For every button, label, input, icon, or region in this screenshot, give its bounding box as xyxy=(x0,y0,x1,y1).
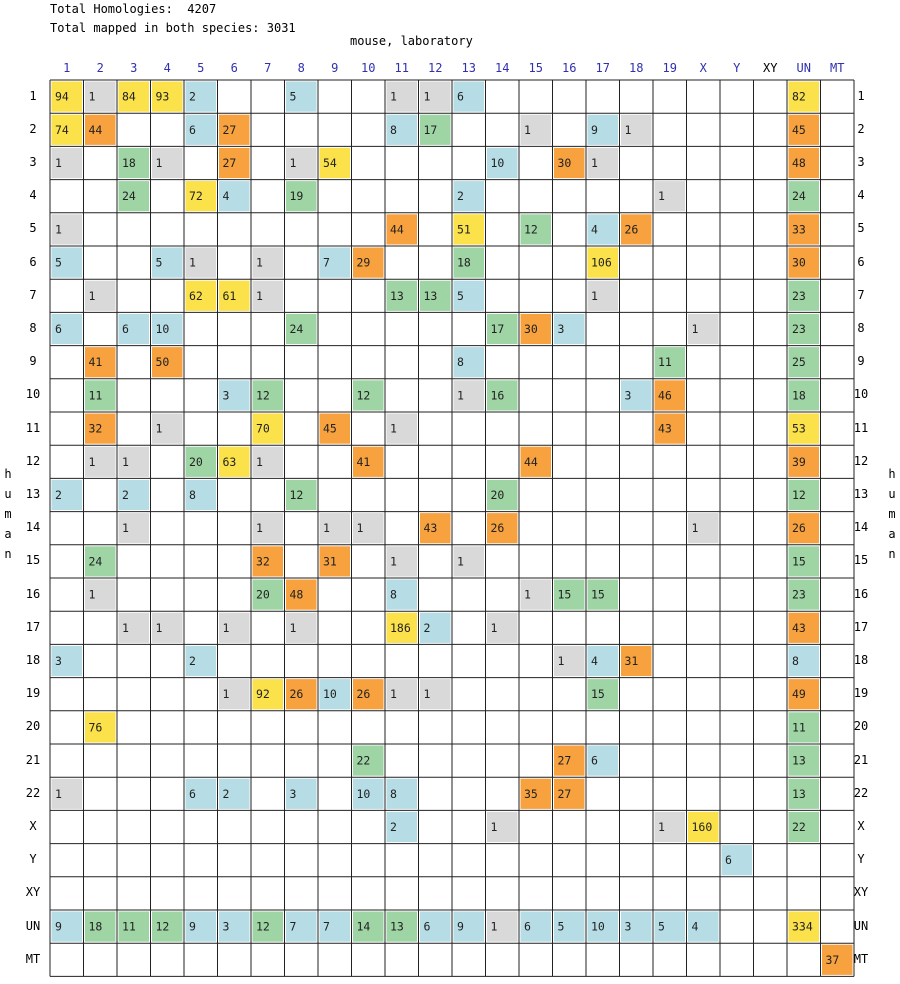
row-header-left-1: 1 xyxy=(29,88,37,103)
column-header-11: 11 xyxy=(394,61,409,75)
column-header-1: 1 xyxy=(63,61,71,75)
row-header-right-x: X xyxy=(857,819,865,833)
cell-value-3-8: 1 xyxy=(289,156,297,170)
row-header-right-3: 3 xyxy=(857,155,865,169)
cell-value-19-12: 1 xyxy=(423,687,431,702)
cell-value-15-7: 32 xyxy=(256,554,270,569)
cell-value-10-13: 1 xyxy=(457,388,464,403)
cell-value-un-15: 6 xyxy=(524,919,531,934)
row-header-left-3: 3 xyxy=(29,155,37,169)
cell-value-19-8: 26 xyxy=(289,687,304,702)
cell-value-14-12: 43 xyxy=(423,521,438,536)
row-header-right-y: Y xyxy=(857,852,865,867)
cell-value-13-14: 20 xyxy=(490,488,505,502)
row-header-right-2: 2 xyxy=(857,121,865,136)
cell-value-1-8: 5 xyxy=(289,89,297,104)
cell-value-10-19: 46 xyxy=(658,388,672,403)
row-header-left-4: 4 xyxy=(29,188,37,203)
column-header-10: 10 xyxy=(361,61,376,75)
cell-value-8-3: 6 xyxy=(122,322,129,336)
cell-value-8-14: 17 xyxy=(490,322,505,336)
cell-value-un-1: 9 xyxy=(55,919,62,934)
cell-value-8-un: 23 xyxy=(792,322,806,336)
column-header-2: 2 xyxy=(96,61,104,75)
cell-value-2-17: 9 xyxy=(591,122,598,137)
row-header-left-16: 16 xyxy=(25,586,41,601)
cell-value-15-13: 1 xyxy=(457,554,464,569)
cell-value-9-4: 50 xyxy=(155,355,170,370)
row-header-left-19: 19 xyxy=(25,686,41,701)
column-header-17: 17 xyxy=(595,61,610,75)
column-header-5: 5 xyxy=(197,61,205,75)
cell-value-8-16: 3 xyxy=(557,322,565,336)
cell-value-13-5: 8 xyxy=(189,488,196,502)
cell-value-16-8: 48 xyxy=(289,587,304,602)
row-header-right-11: 11 xyxy=(853,420,869,435)
cell-value-22-11: 8 xyxy=(390,786,397,801)
cell-value-3-3: 18 xyxy=(122,156,136,170)
cell-value-3-6: 27 xyxy=(222,156,237,170)
cell-value-14-10: 1 xyxy=(356,521,364,536)
row-header-left-mt: MT xyxy=(25,951,41,966)
row-header-left-y: Y xyxy=(29,852,37,867)
cell-value-11-9: 45 xyxy=(323,421,337,436)
row-header-right-5: 5 xyxy=(857,221,865,236)
cell-value-5-11: 44 xyxy=(390,222,404,237)
row-header-right-16: 16 xyxy=(853,586,869,601)
cell-value-6-5: 1 xyxy=(189,255,196,270)
cell-value-18-1: 3 xyxy=(55,654,62,668)
cell-value-un-17: 10 xyxy=(591,919,605,934)
cell-value-3-1: 1 xyxy=(55,156,62,170)
cell-value-9-un: 25 xyxy=(792,355,806,370)
cell-value-10-6: 3 xyxy=(222,388,230,403)
cell-value-2-11: 8 xyxy=(390,122,397,137)
cell-value-2-15: 1 xyxy=(524,122,531,137)
row-species-letter: a xyxy=(4,527,12,541)
cell-value-7-7: 1 xyxy=(256,288,263,303)
column-header-15: 15 xyxy=(528,61,543,75)
row-header-left-5: 5 xyxy=(29,221,37,236)
cell-value-un-8: 7 xyxy=(289,919,297,934)
cell-value-3-16: 30 xyxy=(557,156,572,170)
cell-value-15-un: 15 xyxy=(792,554,806,569)
cell-value-7-12: 13 xyxy=(423,288,438,303)
column-header-7: 7 xyxy=(264,61,272,75)
cell-value-12-15: 44 xyxy=(524,454,538,469)
cell-value-6-13: 18 xyxy=(457,255,471,270)
cell-value-5-15: 12 xyxy=(524,222,538,237)
total-mapped-value: 3031 xyxy=(266,21,296,35)
cell-value-12-3: 1 xyxy=(122,454,129,469)
row-header-right-18: 18 xyxy=(853,653,869,667)
row-header-left-xy: XY xyxy=(25,885,41,900)
cell-value-19-17: 15 xyxy=(591,687,605,702)
cell-value-19-un: 49 xyxy=(792,687,806,702)
cell-value-8-8: 24 xyxy=(289,322,304,336)
cell-value-6-9: 7 xyxy=(323,255,330,270)
cell-value-3-un: 48 xyxy=(792,156,806,170)
cell-value-17-3: 1 xyxy=(122,620,129,635)
row-header-left-un: UN xyxy=(25,918,41,933)
cell-value-1-5: 2 xyxy=(189,89,196,104)
cell-value-un-5: 9 xyxy=(189,919,196,934)
cell-value-22-15: 35 xyxy=(524,786,538,801)
cell-value-un-un: 334 xyxy=(792,919,813,934)
cell-value-22-un: 13 xyxy=(792,786,806,801)
cell-value-11-11: 1 xyxy=(390,421,397,436)
cell-value-21-17: 6 xyxy=(591,753,598,768)
row-header-right-22: 22 xyxy=(853,785,869,800)
cell-value-22-10: 10 xyxy=(356,786,371,801)
column-header-19: 19 xyxy=(662,61,677,75)
cell-value-un-2: 18 xyxy=(88,919,103,934)
row-header-left-9: 9 xyxy=(29,354,37,369)
row-species-letter: n xyxy=(4,547,12,561)
row-header-right-13: 13 xyxy=(853,487,869,501)
cell-value-15-2: 24 xyxy=(88,554,103,569)
row-species-letter: m xyxy=(4,507,12,521)
column-species-label: mouse, laboratory xyxy=(350,34,473,48)
row-header-left-2: 2 xyxy=(29,121,37,136)
cell-value-un-9: 7 xyxy=(323,919,330,934)
cell-value-10-10: 12 xyxy=(356,388,371,403)
total-homologies-value: 4207 xyxy=(187,2,217,16)
total-homologies-label: Total Homologies: xyxy=(50,2,173,16)
cell-value-4-8: 19 xyxy=(289,189,304,204)
cell-value-4-5: 72 xyxy=(189,189,203,204)
cell-value-17-12: 2 xyxy=(423,620,431,635)
cell-value-13-1: 2 xyxy=(55,488,62,502)
cell-value-2-1: 74 xyxy=(55,122,69,137)
row-header-left-18: 18 xyxy=(25,653,41,667)
row-header-left-11: 11 xyxy=(25,420,41,435)
cell-value-14-9: 1 xyxy=(323,521,330,536)
cell-value-1-2: 1 xyxy=(88,89,96,104)
column-header-y: Y xyxy=(733,61,741,75)
cell-value-un-16: 5 xyxy=(557,919,565,934)
cell-value-10-14: 16 xyxy=(490,388,505,403)
column-header-4: 4 xyxy=(163,61,171,75)
cell-value-1-1: 94 xyxy=(55,89,69,104)
cell-value-10-un: 18 xyxy=(792,388,806,403)
cell-value-1-12: 1 xyxy=(423,89,431,104)
cell-value-17-un: 43 xyxy=(792,620,806,635)
row-header-right-4: 4 xyxy=(857,188,865,203)
cell-value-8-1: 6 xyxy=(55,322,62,336)
cell-value-un-13: 9 xyxy=(457,919,464,934)
cell-value-13-3: 2 xyxy=(122,488,129,502)
row-header-right-17: 17 xyxy=(853,619,869,634)
cell-value-5-1: 1 xyxy=(55,222,62,237)
cell-value-16-7: 20 xyxy=(256,587,270,602)
cell-value-2-18: 1 xyxy=(624,122,632,137)
cell-value-12-7: 1 xyxy=(256,454,263,469)
cell-value-4-13: 2 xyxy=(457,189,464,204)
row-header-left-8: 8 xyxy=(29,321,37,335)
row-header-left-20: 20 xyxy=(25,719,41,734)
cell-value-5-18: 26 xyxy=(624,222,639,237)
cell-value-un-3: 11 xyxy=(122,919,136,934)
cell-value-18-16: 1 xyxy=(557,654,565,668)
column-header-xy: XY xyxy=(763,61,778,75)
cell-value-6-1: 5 xyxy=(55,255,62,270)
cell-value-7-17: 1 xyxy=(591,288,598,303)
cell-value-7-13: 5 xyxy=(457,288,464,303)
cell-value-18-18: 31 xyxy=(624,654,639,668)
cell-value-14-7: 1 xyxy=(256,521,263,536)
cell-value-9-2: 41 xyxy=(88,355,103,370)
cell-value-10-18: 3 xyxy=(624,388,632,403)
cell-value-21-10: 22 xyxy=(356,753,371,768)
column-header-18: 18 xyxy=(629,61,644,75)
row-header-right-12: 12 xyxy=(853,453,869,468)
cell-value-14-14: 26 xyxy=(490,521,505,536)
cell-value-11-4: 1 xyxy=(155,421,163,436)
cell-value-10-2: 11 xyxy=(88,388,103,403)
cell-value-2-2: 44 xyxy=(88,122,103,137)
cell-value-22-1: 1 xyxy=(55,786,62,801)
cell-value-x-14: 1 xyxy=(490,820,498,834)
row-header-left-7: 7 xyxy=(29,287,37,302)
cell-value-19-11: 1 xyxy=(390,687,397,702)
cell-value-6-7: 1 xyxy=(256,255,263,270)
cell-value-2-6: 27 xyxy=(222,122,237,137)
cell-value-1-un: 82 xyxy=(792,89,806,104)
cell-value-1-13: 6 xyxy=(457,89,464,104)
cell-value-3-9: 54 xyxy=(323,156,337,170)
cell-value-7-6: 61 xyxy=(222,288,237,303)
cell-value-14-x: 1 xyxy=(691,521,699,536)
cell-value-3-4: 1 xyxy=(155,156,163,170)
cell-value-4-6: 4 xyxy=(222,189,230,204)
row-header-left-21: 21 xyxy=(25,752,41,767)
row-header-left-10: 10 xyxy=(25,387,41,402)
cell-value-8-15: 30 xyxy=(524,322,538,336)
cell-value-13-8: 12 xyxy=(289,488,304,502)
row-header-right-7: 7 xyxy=(857,287,865,302)
cell-value-un-11: 13 xyxy=(390,919,404,934)
cell-value-14-3: 1 xyxy=(122,521,129,536)
column-header-6: 6 xyxy=(230,61,238,75)
column-header-14: 14 xyxy=(495,61,510,75)
cell-value-1-3: 84 xyxy=(122,89,136,104)
cell-value-2-un: 45 xyxy=(792,122,806,137)
cell-value-19-7: 92 xyxy=(256,687,270,702)
cell-value-4-3: 24 xyxy=(122,189,136,204)
column-header-9: 9 xyxy=(331,61,339,75)
column-header-x: X xyxy=(699,61,707,75)
cell-value-18-un: 8 xyxy=(792,654,799,668)
cell-value-17-8: 1 xyxy=(289,620,297,635)
cell-value-12-6: 63 xyxy=(222,454,237,469)
cell-value-un-4: 12 xyxy=(155,919,170,934)
cell-value-20-un: 11 xyxy=(792,720,806,735)
cell-value-un-7: 12 xyxy=(256,919,270,934)
row-header-left-15: 15 xyxy=(25,553,41,568)
column-header-16: 16 xyxy=(562,61,577,75)
row-species-letter: n xyxy=(888,547,896,561)
row-header-left-14: 14 xyxy=(25,520,41,535)
cell-value-6-un: 30 xyxy=(792,255,806,270)
cell-value-15-11: 1 xyxy=(390,554,397,569)
cell-value-6-17: 106 xyxy=(591,255,612,270)
row-header-left-x: X xyxy=(29,819,37,833)
row-species-letter: m xyxy=(888,507,896,521)
cell-value-19-9: 10 xyxy=(323,687,337,702)
row-header-right-mt: MT xyxy=(853,951,869,966)
cell-value-22-6: 2 xyxy=(222,786,230,801)
cell-value-9-19: 11 xyxy=(658,355,672,370)
cell-value-22-5: 6 xyxy=(189,786,196,801)
row-header-right-8: 8 xyxy=(857,321,865,335)
cell-value-5-un: 33 xyxy=(792,222,806,237)
row-header-right-20: 20 xyxy=(853,719,869,734)
row-header-left-12: 12 xyxy=(25,453,41,468)
column-header-mt: MT xyxy=(830,61,845,75)
cell-value-16-2: 1 xyxy=(88,587,96,602)
row-species-letter: u xyxy=(4,487,12,501)
cell-value-x-11: 2 xyxy=(390,820,397,834)
cell-value-22-8: 3 xyxy=(289,786,297,801)
cell-value-1-4: 93 xyxy=(155,89,170,104)
cell-value-6-4: 5 xyxy=(155,255,163,270)
cell-value-22-16: 27 xyxy=(557,786,572,801)
cell-value-un-18: 3 xyxy=(624,919,632,934)
cell-value-x-19: 1 xyxy=(658,820,665,834)
row-header-right-1: 1 xyxy=(857,88,865,103)
cell-value-5-17: 4 xyxy=(591,222,598,237)
row-header-right-15: 15 xyxy=(853,553,869,568)
cell-value-8-4: 10 xyxy=(155,322,170,336)
cell-value-11-2: 32 xyxy=(88,421,103,436)
cell-value-x-un: 22 xyxy=(792,820,806,834)
cell-value-7-11: 13 xyxy=(390,288,404,303)
cell-value-11-19: 43 xyxy=(658,421,672,436)
cell-value-12-2: 1 xyxy=(88,454,96,469)
cell-value-un-6: 3 xyxy=(222,919,230,934)
row-header-right-un: UN xyxy=(853,918,869,933)
row-header-left-17: 17 xyxy=(25,619,41,634)
cell-value-11-un: 53 xyxy=(792,421,806,436)
cell-value-18-5: 2 xyxy=(189,654,196,668)
cell-value-19-10: 26 xyxy=(356,687,371,702)
column-header-3: 3 xyxy=(130,61,138,75)
cell-value-16-15: 1 xyxy=(524,587,531,602)
cell-value-3-17: 1 xyxy=(591,156,598,170)
cell-value-13-un: 12 xyxy=(792,488,806,502)
cell-value-18-17: 4 xyxy=(591,654,598,668)
row-species-letter: a xyxy=(888,527,896,541)
cell-value-14-un: 26 xyxy=(792,521,806,536)
cell-value-21-un: 13 xyxy=(792,753,806,768)
cell-value-7-5: 62 xyxy=(189,288,203,303)
cell-value-7-un: 23 xyxy=(792,288,806,303)
cell-value-17-4: 1 xyxy=(155,620,163,635)
cell-value-11-7: 70 xyxy=(256,421,270,436)
cell-value-2-12: 17 xyxy=(423,122,438,137)
cell-value-17-6: 1 xyxy=(222,620,230,635)
row-header-right-9: 9 xyxy=(857,354,865,369)
cell-value-5-13: 51 xyxy=(457,222,471,237)
row-header-right-6: 6 xyxy=(857,254,865,269)
cell-value-7-2: 1 xyxy=(88,288,96,303)
cell-value-19-6: 1 xyxy=(222,687,230,702)
cell-value-6-10: 29 xyxy=(356,255,371,270)
cell-value-3-14: 10 xyxy=(490,156,505,170)
cell-value-15-9: 31 xyxy=(323,554,337,569)
cell-value-17-11: 186 xyxy=(390,620,411,635)
cell-value-12-un: 39 xyxy=(792,454,806,469)
cell-value-x-x: 160 xyxy=(691,820,713,834)
row-header-left-22: 22 xyxy=(25,785,41,800)
total-mapped-label: Total mapped in both species: xyxy=(50,21,260,35)
cell-value-4-un: 24 xyxy=(792,189,806,204)
cell-value-un-12: 6 xyxy=(423,919,431,934)
row-header-right-14: 14 xyxy=(853,520,869,535)
row-species-letter: u xyxy=(888,487,896,501)
cell-value-12-5: 20 xyxy=(189,454,203,469)
row-header-right-21: 21 xyxy=(853,752,869,767)
cell-value-2-5: 6 xyxy=(189,122,196,137)
row-header-left-6: 6 xyxy=(29,254,37,269)
row-header-left-13: 13 xyxy=(25,487,41,501)
row-header-right-19: 19 xyxy=(853,686,869,701)
cell-value-4-19: 1 xyxy=(658,189,665,204)
cell-value-y-y: 6 xyxy=(725,853,732,868)
column-header-8: 8 xyxy=(297,61,305,75)
row-header-right-xy: XY xyxy=(853,885,869,900)
cell-value-17-14: 1 xyxy=(490,620,498,635)
cell-value-20-2: 76 xyxy=(88,720,103,735)
column-header-12: 12 xyxy=(428,61,443,75)
cell-value-12-10: 41 xyxy=(356,454,371,469)
cell-value-8-x: 1 xyxy=(691,322,699,336)
cell-value-9-13: 8 xyxy=(457,355,464,370)
column-header-un: UN xyxy=(796,61,811,75)
cell-value-21-16: 27 xyxy=(557,753,572,768)
cell-value-10-7: 12 xyxy=(256,388,270,403)
cell-value-un-x: 4 xyxy=(691,919,699,934)
cell-value-un-14: 1 xyxy=(490,919,498,934)
cell-value-un-10: 14 xyxy=(356,919,371,934)
cell-value-mt-mt: 37 xyxy=(825,952,840,967)
row-species-letter: h xyxy=(888,467,896,481)
row-species-letter: h xyxy=(4,467,12,481)
cell-value-16-un: 23 xyxy=(792,587,806,602)
cell-value-16-17: 15 xyxy=(591,587,605,602)
cell-value-1-11: 1 xyxy=(390,89,397,104)
cell-value-16-16: 15 xyxy=(557,587,572,602)
row-header-right-10: 10 xyxy=(853,387,869,402)
column-header-13: 13 xyxy=(461,61,476,75)
cell-value-un-19: 5 xyxy=(658,919,665,934)
cell-value-16-11: 8 xyxy=(390,587,397,602)
